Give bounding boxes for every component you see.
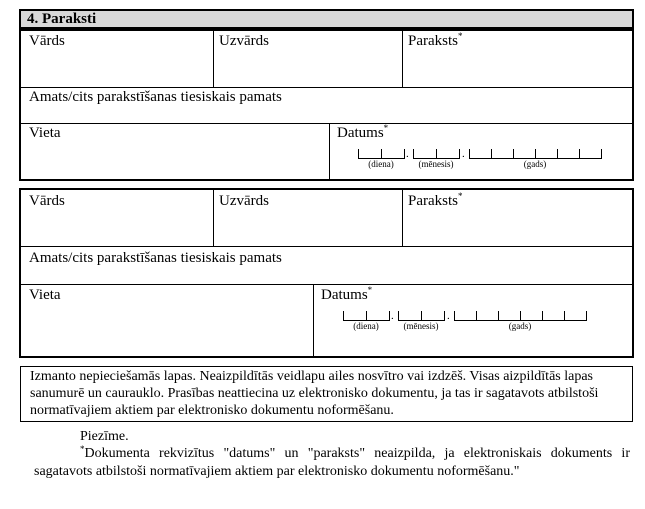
place-field-label: Vieta bbox=[29, 125, 61, 141]
date-separator: . bbox=[406, 148, 409, 160]
date-field-label: Datums* bbox=[337, 123, 389, 141]
name-field[interactable] bbox=[21, 190, 213, 246]
year-caption: (gads) bbox=[508, 321, 532, 331]
place-field[interactable] bbox=[21, 285, 313, 356]
section-title: 4. Paraksti bbox=[27, 11, 97, 27]
instructions-box bbox=[20, 366, 633, 422]
footnote-marker: * bbox=[80, 444, 85, 454]
place-field[interactable] bbox=[21, 124, 329, 179]
name-field[interactable] bbox=[21, 31, 213, 87]
footnote-text: *Dokumenta rekvizītus "datums" un "paraksts" neaizpilda, ja elektroniskais dokuments ir sagatavots atbilstoši normatīvajiem aktiem par elektronisko dokumentu noformēšanu." bbox=[34, 444, 630, 479]
footnote-marker: * bbox=[367, 285, 373, 295]
surname-field[interactable] bbox=[214, 190, 402, 246]
signer-block-1 bbox=[19, 29, 634, 181]
signature-field[interactable] bbox=[403, 190, 632, 246]
footnote-marker: * bbox=[383, 123, 389, 133]
signature-field-label: Paraksts* bbox=[408, 191, 463, 209]
date-input[interactable] bbox=[343, 311, 593, 339]
footnote-marker: * bbox=[458, 191, 463, 201]
footnote-marker: * bbox=[458, 31, 463, 41]
signature-field-label: Paraksts* bbox=[408, 31, 463, 49]
surname-field-label: Uzvārds bbox=[219, 33, 269, 49]
year-caption: (gads) bbox=[523, 159, 547, 169]
month-caption: (mēnesis) bbox=[403, 321, 439, 331]
surname-field-label: Uzvārds bbox=[219, 193, 269, 209]
section-header bbox=[19, 9, 634, 29]
position-field[interactable] bbox=[21, 247, 632, 284]
remark-label: Piezīme. bbox=[80, 429, 129, 444]
day-caption: (diena) bbox=[353, 321, 379, 331]
place-field-label: Vieta bbox=[29, 287, 61, 303]
day-caption: (diena) bbox=[368, 159, 394, 169]
date-input[interactable] bbox=[358, 149, 608, 177]
name-field-label: Vārds bbox=[29, 33, 65, 49]
name-field-label: Vārds bbox=[29, 193, 65, 209]
instructions-text: Izmanto nepieciešamās lapas. Neaizpildītās veidlapu ailes nosvītro vai izdzēš. Visas aizpildītās lapas sanumurē un caurauklo. Prasības neattiecina uz elektronisko dokumentu, ja tas ir sagatavots atbilstoši normatīvajiem aktiem par elektronisko dokumentu noformēšanu. bbox=[30, 369, 599, 418]
month-caption: (mēnesis) bbox=[418, 159, 454, 169]
position-field-label: Amats/cits parakstīšanas tiesiskais pamats bbox=[29, 250, 282, 266]
signature-field[interactable] bbox=[403, 31, 632, 87]
date-separator: . bbox=[391, 310, 394, 322]
date-field-label: Datums* bbox=[321, 285, 373, 303]
signer-block-2 bbox=[19, 188, 634, 358]
position-field-label: Amats/cits parakstīšanas tiesiskais pamats bbox=[29, 89, 282, 105]
surname-field[interactable] bbox=[214, 31, 402, 87]
position-field[interactable] bbox=[21, 88, 632, 123]
date-separator: . bbox=[462, 148, 465, 160]
date-separator: . bbox=[447, 310, 450, 322]
